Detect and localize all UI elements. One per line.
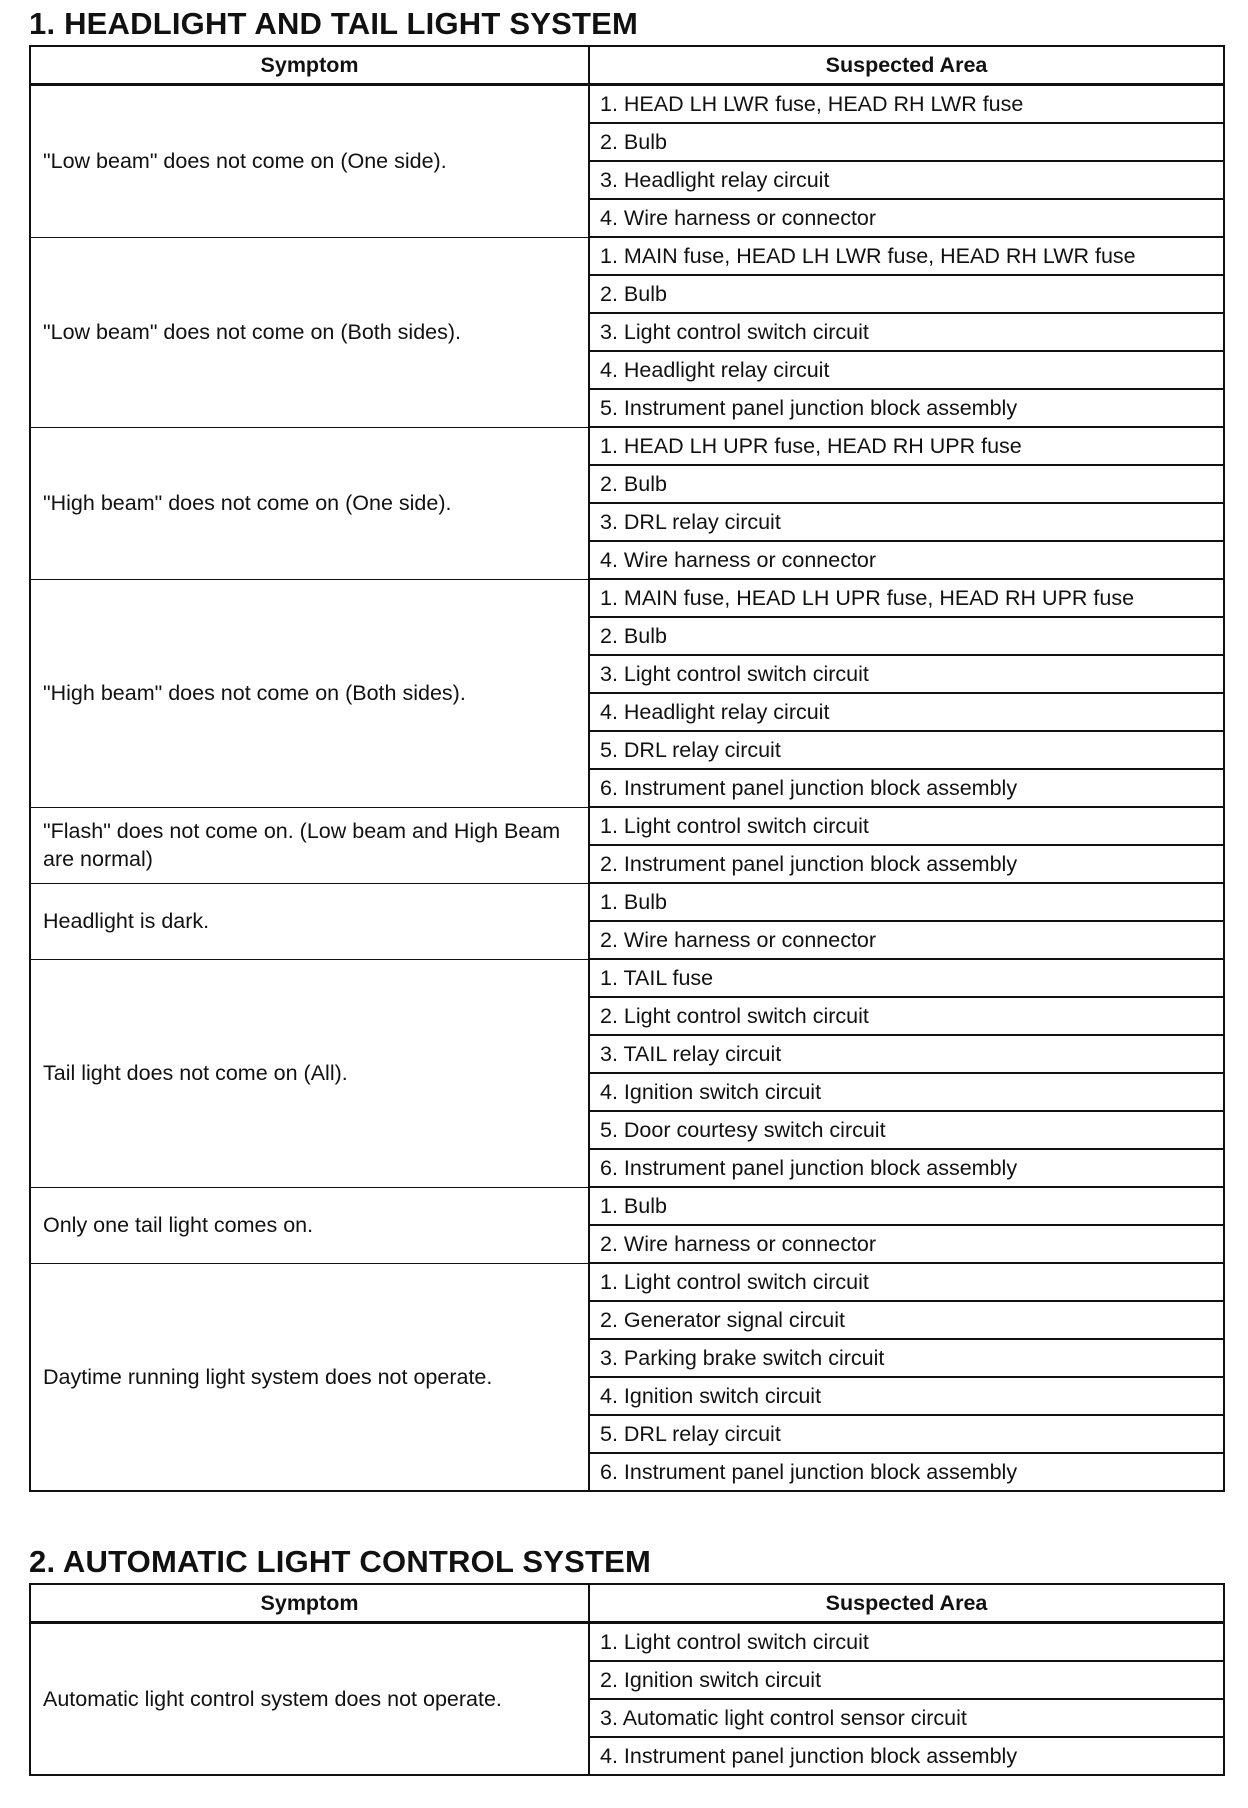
suspected-area-cell: 3. Light control switch circuit (589, 655, 1224, 693)
table-row (30, 85, 1224, 124)
table-row (30, 883, 1224, 921)
symptom-cell: "Flash" does not come on. (Low beam and High Beam are normal) (30, 807, 589, 883)
suspected-area-cell: 2. Wire harness or connector (589, 1225, 1224, 1263)
suspected-area-cell: 1. Bulb (589, 883, 1224, 921)
suspected-area-cell: 4. Instrument panel junction block assembly (589, 1737, 1224, 1775)
table-row (30, 579, 1224, 617)
table-row (30, 959, 1224, 997)
suspected-area-cell: 1. Light control switch circuit (589, 807, 1224, 845)
suspected-area-cell: 2. Instrument panel junction block assembly (589, 845, 1224, 883)
suspected-area-cell: 2. Wire harness or connector (589, 921, 1224, 959)
suspected-area-cell: 4. Headlight relay circuit (589, 693, 1224, 731)
suspected-area-cell: 3. Parking brake switch circuit (589, 1339, 1224, 1377)
suspected-area-cell: 4. Wire harness or connector (589, 541, 1224, 579)
symptom-cell: Daytime running light system does not operate. (30, 1263, 589, 1491)
suspected-area-cell: 4. Ignition switch circuit (589, 1073, 1224, 1111)
suspected-area-cell: 6. Instrument panel junction block assembly (589, 1453, 1224, 1491)
table-row (30, 1623, 1224, 1662)
suspected-area-cell: 4. Wire harness or connector (589, 199, 1224, 237)
symptom-cell: Headlight is dark. (30, 883, 589, 959)
table-header-row (30, 1584, 1224, 1623)
table-header-row (30, 46, 1224, 85)
suspected-area-cell: 1. HEAD LH LWR fuse, HEAD RH LWR fuse (589, 85, 1224, 124)
symptom-cell: Tail light does not come on (All). (30, 959, 589, 1187)
suspected-area-cell: 5. DRL relay circuit (589, 731, 1224, 769)
symptom-cell: Only one tail light comes on. (30, 1187, 589, 1263)
suspected-area-cell: 3. Automatic light control sensor circuit (589, 1699, 1224, 1737)
section-title: 2. AUTOMATIC LIGHT CONTROL SYSTEM (29, 1544, 652, 1579)
table-row (30, 427, 1224, 465)
suspected-area-cell: 2. Bulb (589, 617, 1224, 655)
suspected-area-cell: 4. Ignition switch circuit (589, 1377, 1224, 1415)
suspected-area-cell: 6. Instrument panel junction block assembly (589, 769, 1224, 807)
suspected-area-cell: 2. Generator signal circuit (589, 1301, 1224, 1339)
suspected-area-cell: 3. Light control switch circuit (589, 313, 1224, 351)
symptom-table (29, 1583, 1225, 1776)
suspected-area-cell: 1. MAIN fuse, HEAD LH UPR fuse, HEAD RH UPR fuse (589, 579, 1224, 617)
suspected-area-cell: 1. TAIL fuse (589, 959, 1224, 997)
symptom-cell: "High beam" does not come on (One side). (30, 427, 589, 579)
table-row (30, 807, 1224, 845)
symptom-column-header: Symptom (30, 46, 589, 85)
suspected-area-cell: 6. Instrument panel junction block assembly (589, 1149, 1224, 1187)
suspected-area-cell: 2. Bulb (589, 465, 1224, 503)
suspected-area-cell: 1. Bulb (589, 1187, 1224, 1225)
suspected-area-cell: 2. Bulb (589, 123, 1224, 161)
table-row (30, 237, 1224, 275)
table-row (30, 1187, 1224, 1225)
suspected-area-cell: 4. Headlight relay circuit (589, 351, 1224, 389)
symptom-cell: "High beam" does not come on (Both sides). (30, 579, 589, 807)
suspected-area-cell: 3. Headlight relay circuit (589, 161, 1224, 199)
suspected-area-cell: 2. Light control switch circuit (589, 997, 1224, 1035)
suspected-area-cell: 1. Light control switch circuit (589, 1263, 1224, 1301)
symptom-cell: "Low beam" does not come on (Both sides). (30, 237, 589, 427)
symptom-column-header: Symptom (30, 1584, 589, 1623)
symptom-cell: "Low beam" does not come on (One side). (30, 85, 589, 238)
table-row (30, 1263, 1224, 1301)
suspected-area-cell: 1. HEAD LH UPR fuse, HEAD RH UPR fuse (589, 427, 1224, 465)
suspected-area-column-header: Suspected Area (589, 46, 1224, 85)
suspected-area-cell: 3. DRL relay circuit (589, 503, 1224, 541)
suspected-area-cell: 1. MAIN fuse, HEAD LH LWR fuse, HEAD RH LWR fuse (589, 237, 1224, 275)
suspected-area-cell: 1. Light control switch circuit (589, 1623, 1224, 1662)
symptom-table (29, 45, 1225, 1492)
suspected-area-cell: 2. Bulb (589, 275, 1224, 313)
section-title: 1. HEADLIGHT AND TAIL LIGHT SYSTEM (29, 6, 639, 41)
suspected-area-cell: 5. Instrument panel junction block assembly (589, 389, 1224, 427)
suspected-area-cell: 2. Ignition switch circuit (589, 1661, 1224, 1699)
suspected-area-column-header: Suspected Area (589, 1584, 1224, 1623)
symptom-cell: Automatic light control system does not operate. (30, 1623, 589, 1776)
suspected-area-cell: 3. TAIL relay circuit (589, 1035, 1224, 1073)
suspected-area-cell: 5. DRL relay circuit (589, 1415, 1224, 1453)
suspected-area-cell: 5. Door courtesy switch circuit (589, 1111, 1224, 1149)
